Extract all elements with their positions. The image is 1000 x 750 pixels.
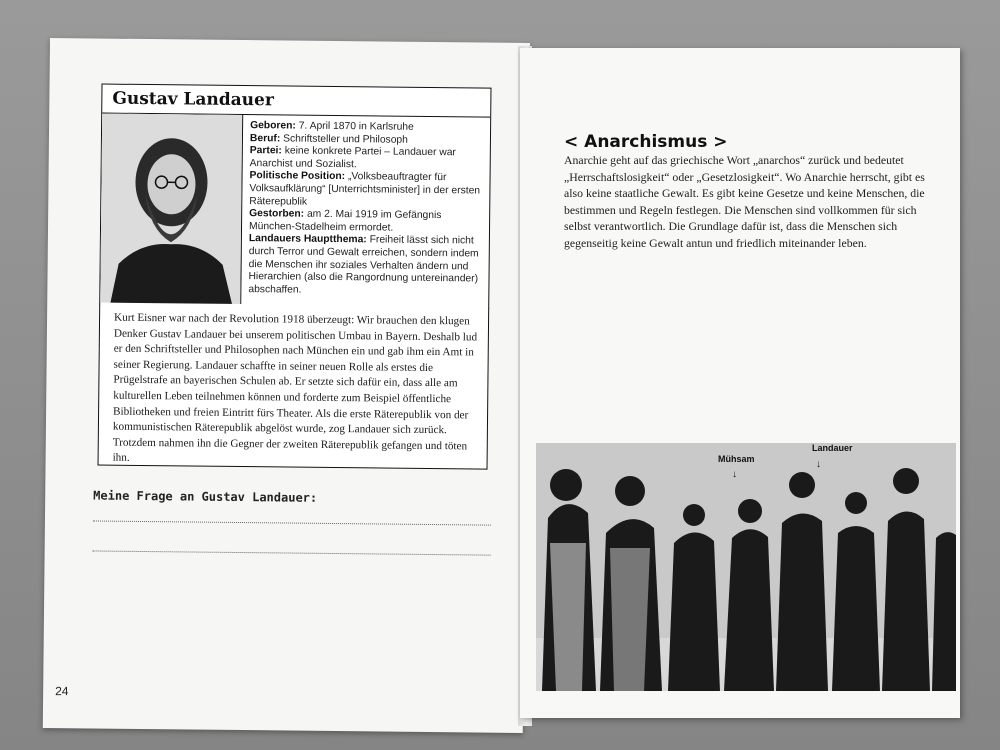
profile-title: Gustav Landauer [102, 85, 490, 118]
profile-facts [248, 120, 485, 299]
photo-label-muehsam: Mühsam [718, 454, 755, 464]
answer-line-1 [93, 520, 491, 525]
bio-box [98, 303, 490, 470]
photo-label-landauer: Landauer [812, 443, 853, 453]
section-title: < Anarchismus > [564, 132, 728, 152]
profile-box [99, 84, 491, 310]
left-page [43, 38, 530, 733]
right-page [520, 48, 960, 718]
arrow-down-icon: ↓ [816, 459, 821, 470]
fact-born: Geboren: 7. April 1870 in Karlsruhe [250, 120, 414, 133]
arrow-down-icon: ↓ [732, 469, 737, 480]
portrait-image [100, 114, 243, 305]
historical-photo [536, 423, 956, 691]
fact-position: Politische Position: „Volksbeauftragter für Volksaufklärung“ [Unterrichtsminister] in der ersten Räterepublik [249, 170, 481, 208]
question-heading: Meine Frage an Gustav Landauer: [93, 488, 318, 505]
answer-line-2 [93, 550, 491, 555]
fact-profession: Beruf: Schriftsteller und Philosoph [249, 132, 408, 146]
fact-died: Gestorben: am 2. Mai 1919 im Gefängnis München-Stadelheim ermordet. [248, 208, 442, 234]
section-text: Anarchie geht auf das griechische Wort „anarchos“ zurück und bedeutet „Herrschaftslosigkeit“ oder „Gesetzlosigkeit“. Wo Anarchie herrscht, gibt es also keine staatliche Gewalt. Es gibt keine Gesetze und keine Menschen, die bestimmen und Regeln festlegen. Die Menschen sind vollkommen für sich selbst verantwortlich. Die Grundlage dafür ist, dass die Menschen sich gegenseitig keine Gewalt antun und friedlich miteinander leben. [564, 153, 925, 250]
bio-text: Kurt Eisner war nach der Revolution 1918 überzeugt: Wir brauchen den klugen Denker Gustav Landauer bei unserem politischen Umbau in Bayern. Deshalb lud er den Schriftsteller und Philosophen nach München ein und gab ihm ein Amt in seiner Regierung. Landauer schaffte in seiner neuen Rolle als erstes die Prügelstrafe an bayerischen Schulen ab. Er setzte sich dafür ein, dass alle am kulturellen Leben teilnehmen können und forderte zum Beispiel öffentliche Bibliotheken und freien Eintritt fürs Theater. Als die erste Räterepublik von der kommunistischen Räterepublik abgelöst wurde, zog Landauer sich zurück. Trotzdem nahmen ihn die Gegner der zweiten Räterepublik gefangen und töten ihn. [112, 311, 478, 465]
fact-party: Partei: keine konkrete Partei – Landauer war Anarchist und Sozialist. [249, 145, 456, 170]
fact-main-topic: Landauers Hauptthema: Freiheit lässt sich nicht durch Terror und Gewalt erreichen, sondern indem die Menschen ihr soziales Verhalten ändern und Hierarchien (also die Rangordnung untereinander) abschaffen. [248, 233, 479, 296]
page-number: 24 [55, 684, 69, 699]
